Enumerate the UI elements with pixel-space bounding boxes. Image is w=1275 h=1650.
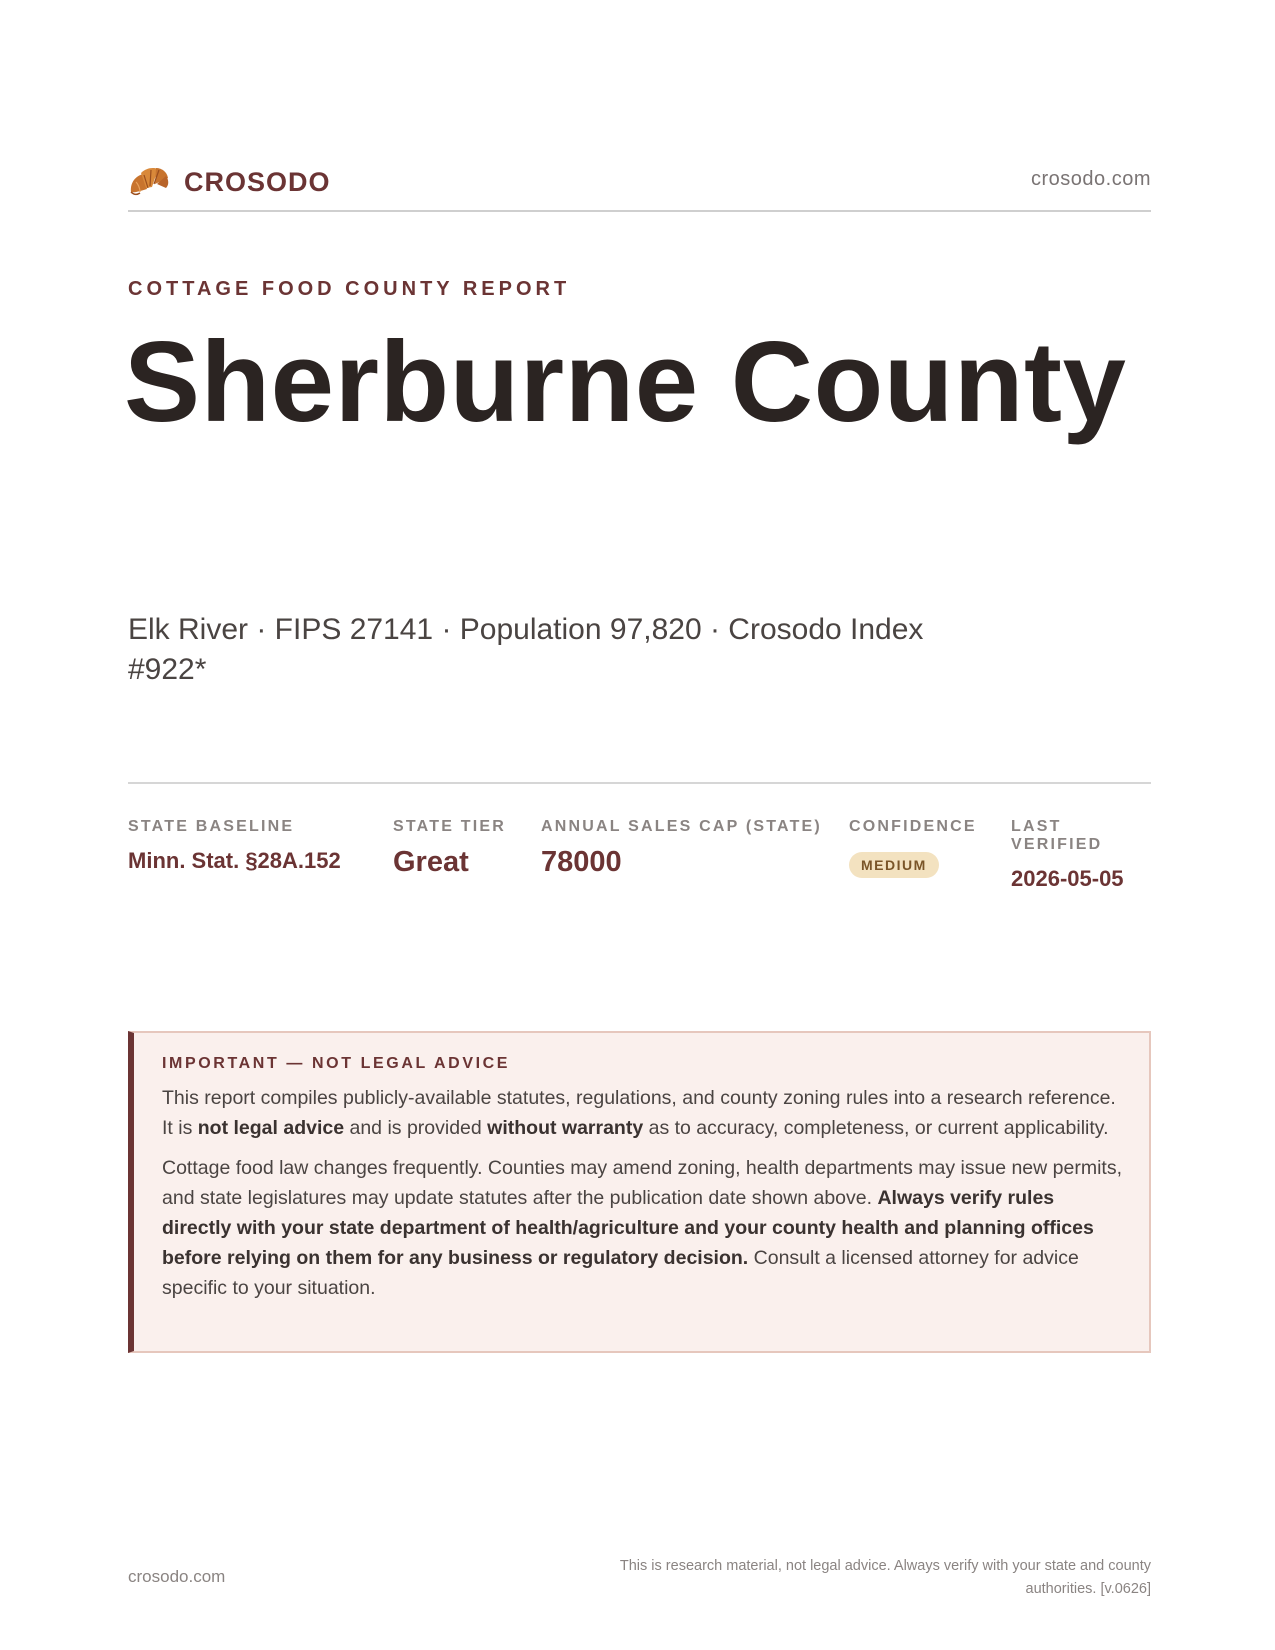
stat-confidence [849, 818, 977, 878]
site-link[interactable]: crosodo.com [1031, 168, 1151, 190]
notice-text: and is provided [344, 1117, 488, 1139]
notice-text: This report compiles publicly-available statutes, regulations, and county zoning rules into a research reference. It is [162, 1087, 1116, 1139]
stat-state-tier [393, 818, 506, 879]
stat-sales-cap [541, 818, 822, 879]
stat-label: STATE BASELINE [128, 818, 295, 835]
croissant-icon [128, 162, 170, 202]
report-eyebrow: COTTAGE FOOD COUNTY REPORT [128, 278, 571, 300]
section-divider [128, 782, 1151, 784]
legal-notice [128, 1031, 1151, 1353]
notice-title: IMPORTANT — NOT LEGAL ADVICE [162, 1055, 511, 1072]
notice-text: Consult a licensed attorney for advice specific to your situation. [162, 1247, 1079, 1299]
stat-label: LAST VERIFIED [1011, 818, 1103, 853]
stat-value: Great [393, 846, 469, 878]
stat-label: ANNUAL SALES CAP (STATE) [541, 818, 822, 835]
footer-site-link[interactable]: crosodo.com [128, 1567, 226, 1586]
notice-paragraph-2 [162, 1153, 1123, 1303]
notice-paragraph-1 [162, 1083, 1123, 1143]
stat-value: 2026-05-05 [1011, 866, 1124, 891]
notice-text: Cottage food law changes frequently. Counties may amend zoning, health departments may issue new permits, and state legislatures may update statutes after the publication date shown above. [162, 1157, 1122, 1209]
notice-text: as to accuracy, completeness, or current applicability. [643, 1117, 1109, 1139]
report-page [124, 0, 1151, 1650]
stat-last-verified [1011, 818, 1151, 892]
confidence-badge: MEDIUM [849, 852, 939, 878]
page-header [128, 158, 1151, 212]
county-subtitle: Elk River · FIPS 27141 · Population 97,820 · Crosodo Index #922* [128, 613, 924, 686]
notice-emphasis: without warranty [487, 1117, 644, 1139]
stat-label: STATE TIER [393, 818, 506, 835]
footer-disclaimer: This is research material, not legal advice. Always verify with your state and county authorities. [v.0626] [619, 1558, 1151, 1597]
notice-emphasis: Always verify rules directly with your state department of health/agriculture and your county health and planning offices before relying on them for any business or regulatory decision. [162, 1187, 1094, 1269]
stat-value: 78000 [541, 846, 622, 878]
stat-value: Minn. Stat. §28A.152 [128, 848, 341, 873]
brand-name: CROSODO [184, 166, 331, 197]
stat-state-baseline [128, 818, 341, 874]
stat-label: CONFIDENCE [849, 818, 977, 835]
page-title: Sherburne County [124, 319, 1127, 446]
notice-emphasis: not legal advice [197, 1117, 345, 1139]
brand [128, 162, 331, 202]
